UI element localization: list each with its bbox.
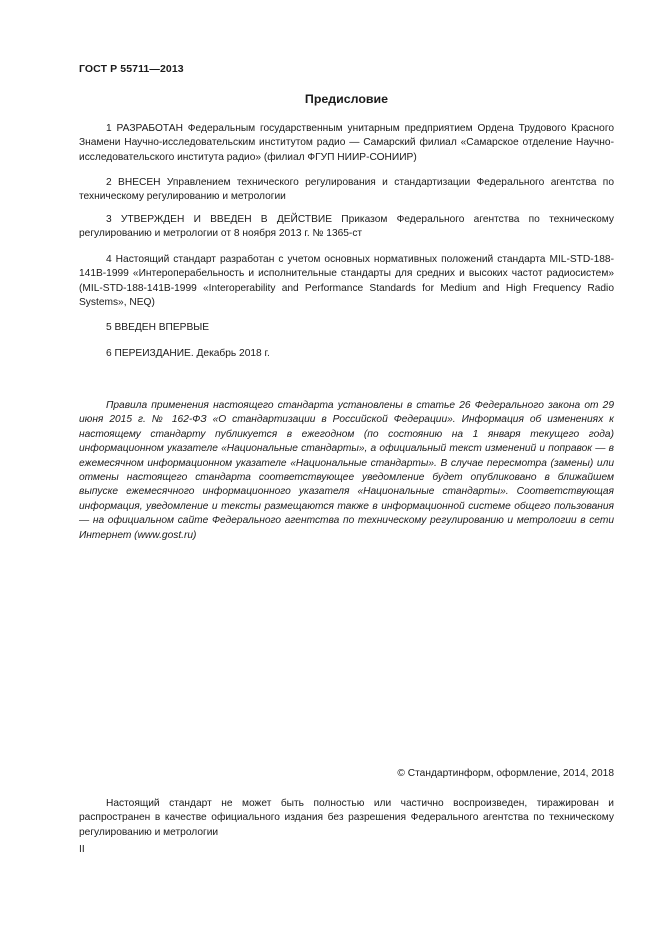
page-number: II xyxy=(79,844,85,855)
preface-item-submitted: 2 ВНЕСЕН Управлением технического регулирования и стандартизации Федерального агентства по техническому регулированию и метрологии xyxy=(79,177,614,203)
copyright-notice: © Стандартинформ, оформление, 2014, 2018 xyxy=(397,768,614,779)
preface-item-developed: 1 РАЗРАБОТАН Федеральным государственным унитарным предприятием Ордена Трудового Красного Знамени Научно-исследовательским институтом радио — Самарский филиал «Самарское отделение Научно-исследовательского института радио» (филиал ФГУП НИИР-СОНИИР) xyxy=(79,123,614,163)
application-rules-note: Правила применения настоящего стандарта установлены в статье 26 Федерального закона от 29 июня 2015 г. № 162-ФЗ «О стандартизации в Российской Федерации». Информация об изменениях к настоящему стандарту публикуется в ежегодном (по состоянию на 1 января текущего года) информационном указателе «Национальные стандарты», а официальный текст изменений и поправок — в ежемесячном информационном указателе «Национальные стандарты». В случае пересмотра (замены) или отмены настоящего стандарта соответствующее уведомление будет опубликовано в ближайшем выпуске ежемесячного информационного указателя «Национальные стандарты». Соответствующая информация, уведомление и тексты размещаются также в информационной системе общего пользования — на официальном сайте Федерального агентства по техническому регулированию и метрологии в сети Интернет (www.gost.ru) xyxy=(79,400,614,541)
preface-item-approved: 3 УТВЕРЖДЕН И ВВЕДЕН В ДЕЙСТВИЕ Приказом Федерального агентства по техническому регулированию и метрологии от 8 ноября 2013 г. № 1365-ст xyxy=(79,214,614,240)
standard-code: ГОСТ Р 55711—2013 xyxy=(79,63,184,75)
preface-title: Предисловие xyxy=(304,92,389,106)
preface-item-based-on: 4 Настоящий стандарт разработан с учетом основных нормативных положений стандарта MIL-STD-188-141B-1999 «Интероперабельность и исполнительные стандарты для средних и высоких частот радиосистем» (MIL-STD-188-141B-1999 «Interoperability and Performance Standards for Medium and High Frequency Radio Systems», NEQ) xyxy=(79,254,614,309)
preface-item-first-introduced: 5 ВВЕДЕН ВПЕРВЫЕ xyxy=(106,322,210,333)
preface-item-reissue: 6 ПЕРЕИЗДАНИЕ. Декабрь 2018 г. xyxy=(106,348,270,359)
reproduction-notice: Настоящий стандарт не может быть полностью или частично воспроизведен, тиражирован и распространен в качестве официального издания без разрешения Федерального агентства по техническому регулированию и метрологии xyxy=(79,798,614,838)
